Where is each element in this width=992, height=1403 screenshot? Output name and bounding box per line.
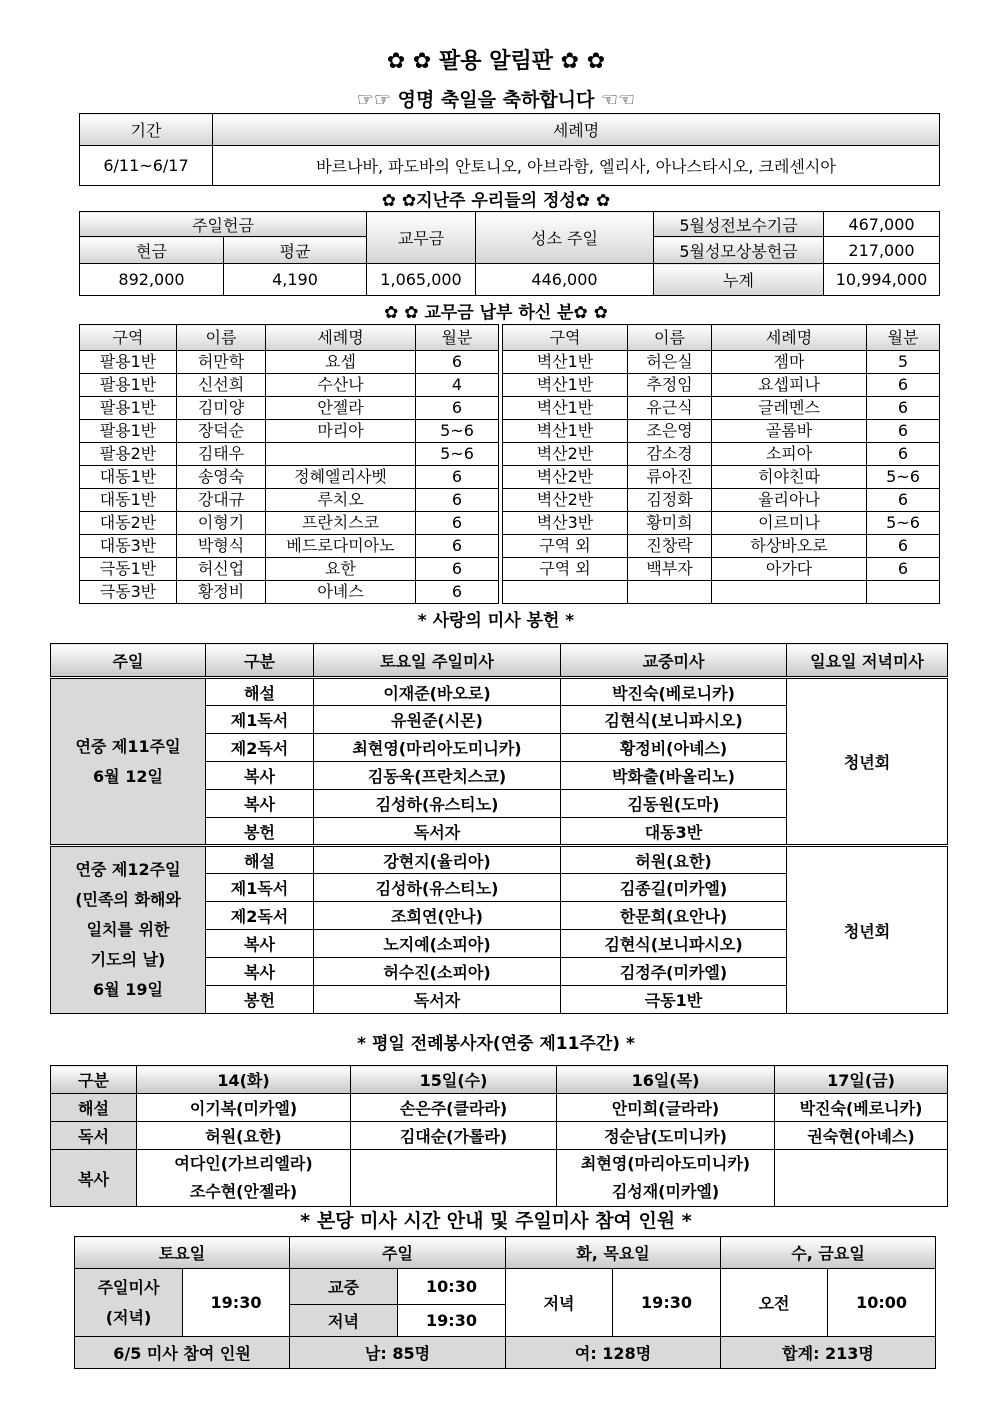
server-cell: 이재준(바오로) [314,678,561,706]
dues-header-cell: 월분 [416,325,499,351]
role-cell: 복사 [206,958,314,986]
dues-right-cell: 벽산1반 [503,397,628,420]
dues-left-cell: 루치오 [266,489,416,512]
table-row [51,846,948,874]
dues-right-cell: 감소경 [628,443,712,466]
dues-left-cell: 강대규 [177,489,266,512]
tt-time: 19:30 [613,1269,721,1337]
sched-tue-thu: 화, 목요일 [506,1237,721,1269]
fund1-value: 467,000 [824,212,940,237]
dues-right-cell: 율리아나 [712,489,867,512]
table-row [80,512,940,535]
weekday-heading: * 평일 전례봉사자(연중 제11주간) * [357,1034,635,1054]
dues-right-cell: 구역 외 [503,558,628,581]
dues-right-cell: 골롬바 [712,420,867,443]
average-value: 4,190 [224,264,367,296]
weekday-server: 권숙현(아녜스) [775,1122,948,1150]
dues-left-cell: 5~6 [416,443,499,466]
dues-left-cell: 황정비 [177,581,266,604]
dues-right-cell: 황미희 [628,512,712,535]
sun-main-time: 10:30 [398,1269,506,1305]
dues-right-cell: 류아진 [628,466,712,489]
server-cell: 박화출(바올리노) [561,762,787,790]
average-label: 평균 [224,237,367,264]
weekday-server: 이기복(미카엘) [137,1094,351,1122]
role-cell: 제1독서 [206,874,314,902]
role-cell: 제2독서 [206,902,314,930]
table-row [80,558,940,581]
role-cell: 제2독서 [206,734,314,762]
dues-left-cell: 6 [416,397,499,420]
dues-left-cell: 6 [416,466,499,489]
feast-heading: ☞☞ 영명 축일을 축하합니다 ☜☜ [356,89,636,111]
dues-left-cell: 요한 [266,558,416,581]
dues-right-cell: 5~6 [867,512,940,535]
sunday-line: 6월 19일 [93,980,163,999]
feast-col-period: 기간 [80,114,213,146]
server-cell: 강현지(율리아) [314,846,561,874]
dues-right-cell [503,581,628,604]
dues-left-cell [266,443,416,466]
dues-header-cell: 이름 [628,325,712,351]
dues-left-cell: 송영숙 [177,466,266,489]
sched-sunday: 주일 [290,1237,506,1269]
dues-left-cell: 극동1반 [80,558,177,581]
dues-right-cell: 히야친따 [712,466,867,489]
dues-right-cell: 5~6 [867,466,940,489]
evening-mass-cell: 청년회 [787,846,948,1014]
dues-right-cell: 벽산2반 [503,443,628,466]
dues-header-cell: 이름 [177,325,266,351]
role-cell: 해설 [206,846,314,874]
dues-left-cell: 안젤라 [266,397,416,420]
dues-right-cell [867,581,940,604]
mass-header-cell: 일요일 저녁미사 [787,644,948,678]
dues-right-cell: 벽산1반 [503,374,628,397]
table-row [51,1094,948,1122]
dues-left-cell: 김태우 [177,443,266,466]
wf-time: 10:00 [828,1269,936,1337]
dues-right-cell: 백부자 [628,558,712,581]
sunday-line: (민족의 화해와 [75,890,181,909]
mass-service-heading: * 사랑의 미사 봉헌 * [417,611,575,631]
altar-server: 최현영(마리아도미니카) [580,1154,751,1173]
dues-left-cell: 요셉 [266,351,416,374]
page-title: ✿ ✿ 팔용 알림판 ✿ ✿ [386,49,606,74]
dues-left-cell: 6 [416,558,499,581]
server-cell: 조희연(안나) [314,902,561,930]
dues-left-cell: 허신업 [177,558,266,581]
dues-left-cell: 6 [416,512,499,535]
table-row [80,374,940,397]
server-cell: 독서자 [314,818,561,846]
dues-left-cell: 베드로다미아노 [266,535,416,558]
sunday-cell [51,678,206,846]
weekday-server: 안미희(글라라) [557,1094,775,1122]
dues-right-cell: 요셉피나 [712,374,867,397]
dues-left-cell: 마리아 [266,420,416,443]
tt-label: 저녁 [506,1269,613,1337]
sunday-line: 연중 제11주일 [75,736,181,756]
role-cell: 제1독서 [206,706,314,734]
dues-table [79,324,940,604]
dues-right-cell: 벽산1반 [503,351,628,374]
dues-right-cell: 추정임 [628,374,712,397]
dues-right-cell: 벽산1반 [503,420,628,443]
dues-right-cell: 조은영 [628,420,712,443]
dues-header-cell: 월분 [867,325,940,351]
sunday-line: 연중 제12주일 [75,860,181,879]
dues-right-cell: 6 [867,489,940,512]
attendance-label: 6/5 미사 참여 인원 [75,1337,290,1369]
server-cell: 한문희(요안나) [561,902,787,930]
weekday-server: 허원(요한) [137,1122,351,1150]
dues-left-cell: 장덕순 [177,420,266,443]
mass-header-cell: 토요일 주일미사 [314,644,561,678]
feast-table [79,113,940,186]
dues-right-cell [712,581,867,604]
server-cell: 대동3반 [561,818,787,846]
table-row [80,397,940,420]
mass-header-cell: 구분 [206,644,314,678]
table-row [80,535,940,558]
dues-left-cell: 수산나 [266,374,416,397]
table-row [80,443,940,466]
total-value: 10,994,000 [824,264,940,296]
role-cell: 봉헌 [206,818,314,846]
sacred-value: 446,000 [476,264,654,296]
altar-server: 조수현(안젤라) [189,1182,298,1201]
table-row [51,1122,948,1150]
fund1-label: 5월성전보수기금 [654,212,824,237]
dues-header-cell: 구역 [503,325,628,351]
dues-right-cell: 김정화 [628,489,712,512]
sunday-line: 기도의 날) [90,950,166,969]
dues-left-cell: 팔용1반 [80,420,177,443]
server-cell: 극동1반 [561,986,787,1014]
role-cell: 해설 [206,678,314,706]
dues-right-cell: 벽산2반 [503,466,628,489]
server-cell: 김성하(유스티노) [314,874,561,902]
dues-left-cell: 이형기 [177,512,266,535]
dues-left-cell: 4 [416,374,499,397]
dues-right-cell: 소피아 [712,443,867,466]
dues-header-cell: 세례명 [712,325,867,351]
church-dues-label: 교무금 [367,212,476,264]
weekday-role: 독서 [51,1122,137,1150]
offering-heading: ✿ ✿지난주 우리들의 정성✿ ✿ [381,191,611,211]
dues-right-cell [628,581,712,604]
dues-left-cell: 팔용1반 [80,397,177,420]
sched-wed-fri: 수, 금요일 [721,1237,936,1269]
weekday-header-cell: 16일(목) [557,1066,775,1094]
dues-right-cell: 5 [867,351,940,374]
feast-col-name: 세례명 [213,114,940,146]
server-cell: 허원(요한) [561,846,787,874]
table-row [80,420,940,443]
role-cell: 복사 [206,790,314,818]
weekday-table [50,1065,948,1207]
server-cell: 황정비(아녜스) [561,734,787,762]
table-row [51,678,948,706]
mass-header-cell: 교중미사 [561,644,787,678]
table-row [80,466,940,489]
server-cell: 최현영(마리아도미니카) [314,734,561,762]
sun-evening-label: 저녁 [290,1305,398,1337]
weekday-role: 복사 [51,1150,137,1207]
weekday-header-cell: 14(화) [137,1066,351,1094]
weekday-altar-thu [557,1150,775,1207]
weekday-server: 박진숙(베로니카) [775,1094,948,1122]
dues-left-cell: 허만학 [177,351,266,374]
sacred-heart-label: 성소 주일 [476,212,654,264]
table-row [80,581,940,604]
sun-evening-time: 19:30 [398,1305,506,1337]
dues-value: 1,065,000 [367,264,476,296]
server-cell: 김현식(보니파시오) [561,706,787,734]
cash-value: 892,000 [80,264,224,296]
server-cell: 허수진(소피아) [314,958,561,986]
dues-right-cell: 6 [867,443,940,466]
sunday-line: 6월 12일 [93,766,163,786]
sat-mass-label: 주일미사 (저녁) [75,1269,183,1337]
sunday-offering-label: 주일헌금 [80,212,367,237]
sat-time: 19:30 [183,1269,290,1337]
schedule-heading: * 본당 미사 시간 안내 및 주일미사 참여 인원 * [300,1210,692,1232]
server-cell: 김정주(미카엘) [561,958,787,986]
attendance-total: 합계: 213명 [721,1337,936,1369]
dues-right-cell: 벽산2반 [503,489,628,512]
dues-left-cell: 대동2반 [80,512,177,535]
dues-header-cell: 세례명 [266,325,416,351]
weekday-altar-fri [775,1150,948,1207]
dues-right-cell: 6 [867,397,940,420]
dues-left-cell: 팔용2반 [80,443,177,466]
dues-left-cell: 6 [416,581,499,604]
feast-period: 6/11~6/17 [80,146,213,186]
dues-right-cell: 6 [867,535,940,558]
dues-right-cell: 글레멘스 [712,397,867,420]
dues-left-cell: 6 [416,351,499,374]
weekday-server: 정순남(도미니카) [557,1122,775,1150]
dues-right-cell: 6 [867,374,940,397]
weekday-server: 김대순(가롤라) [351,1122,557,1150]
dues-left-cell: 프란치스코 [266,512,416,535]
dues-left-cell: 김미양 [177,397,266,420]
dues-right-cell: 허은실 [628,351,712,374]
fund2-value: 217,000 [824,237,940,264]
dues-left-cell: 박형식 [177,535,266,558]
sunday-cell [51,846,206,1014]
table-row [80,351,940,374]
server-cell: 노지예(소피아) [314,930,561,958]
server-cell: 김현식(보니파시오) [561,930,787,958]
offering-table [79,211,940,296]
weekday-altar-wed [351,1150,557,1207]
dues-right-cell: 벽산3반 [503,512,628,535]
dues-left-cell: 대동1반 [80,466,177,489]
server-cell: 김동원(도마) [561,790,787,818]
cash-label: 현금 [80,237,224,264]
dues-header-cell: 구역 [80,325,177,351]
dues-right-cell: 젬마 [712,351,867,374]
dues-left-cell: 신선희 [177,374,266,397]
sched-saturday: 토요일 [75,1237,290,1269]
feast-names: 바르나바, 파도바의 안토니오, 아브라함, 엘리사, 아나스타시오, 크레센시아 [213,146,940,186]
role-cell: 복사 [206,930,314,958]
altar-server: 여다인(가브리엘라) [174,1154,313,1173]
dues-right-cell: 하상바오로 [712,535,867,558]
dues-right-cell: 아가다 [712,558,867,581]
weekday-header-cell: 구분 [51,1066,137,1094]
total-label: 누계 [654,264,824,296]
dues-left-cell: 아녜스 [266,581,416,604]
dues-left-cell: 팔용1반 [80,374,177,397]
attendance-female: 여: 128명 [506,1337,721,1369]
server-cell: 김종길(미카엘) [561,874,787,902]
altar-server: 김성재(미카엘) [611,1182,720,1201]
schedule-table [74,1236,936,1369]
server-cell: 유원준(시몬) [314,706,561,734]
server-cell: 김성하(유스티노) [314,790,561,818]
dues-left-cell: 대동1반 [80,489,177,512]
dues-right-cell: 진창락 [628,535,712,558]
evening-mass-cell: 청년회 [787,678,948,846]
dues-right-cell: 이르미나 [712,512,867,535]
weekday-header-cell: 15일(수) [351,1066,557,1094]
mass-header-cell: 주일 [51,644,206,678]
sun-main-label: 교중 [290,1269,398,1305]
table-row [80,489,940,512]
mass-service-table [50,643,948,1014]
attendance-male: 남: 85명 [290,1337,506,1369]
dues-left-cell: 6 [416,535,499,558]
dues-right-cell: 유근식 [628,397,712,420]
dues-left-cell: 정혜엘리사벳 [266,466,416,489]
dues-left-cell: 대동3반 [80,535,177,558]
weekday-altar-tue [137,1150,351,1207]
server-cell: 독서자 [314,986,561,1014]
server-cell: 박진숙(베로니카) [561,678,787,706]
dues-left-cell: 6 [416,489,499,512]
dues-left-cell: 극동3반 [80,581,177,604]
dues-left-cell: 5~6 [416,420,499,443]
dues-heading: ✿ ✿ 교무금 납부 하신 분✿ ✿ [384,303,608,323]
dues-left-cell: 팔용1반 [80,351,177,374]
dues-right-cell: 구역 외 [503,535,628,558]
role-cell: 복사 [206,762,314,790]
sunday-line: 일치를 위한 [86,920,170,939]
weekday-server: 손은주(클라라) [351,1094,557,1122]
dues-right-cell: 6 [867,420,940,443]
dues-right-cell: 6 [867,558,940,581]
fund2-label: 5월성모상봉헌금 [654,237,824,264]
weekday-header-cell: 17일(금) [775,1066,948,1094]
weekday-role: 해설 [51,1094,137,1122]
wf-label: 오전 [721,1269,828,1337]
server-cell: 김동욱(프란치스코) [314,762,561,790]
role-cell: 봉헌 [206,986,314,1014]
